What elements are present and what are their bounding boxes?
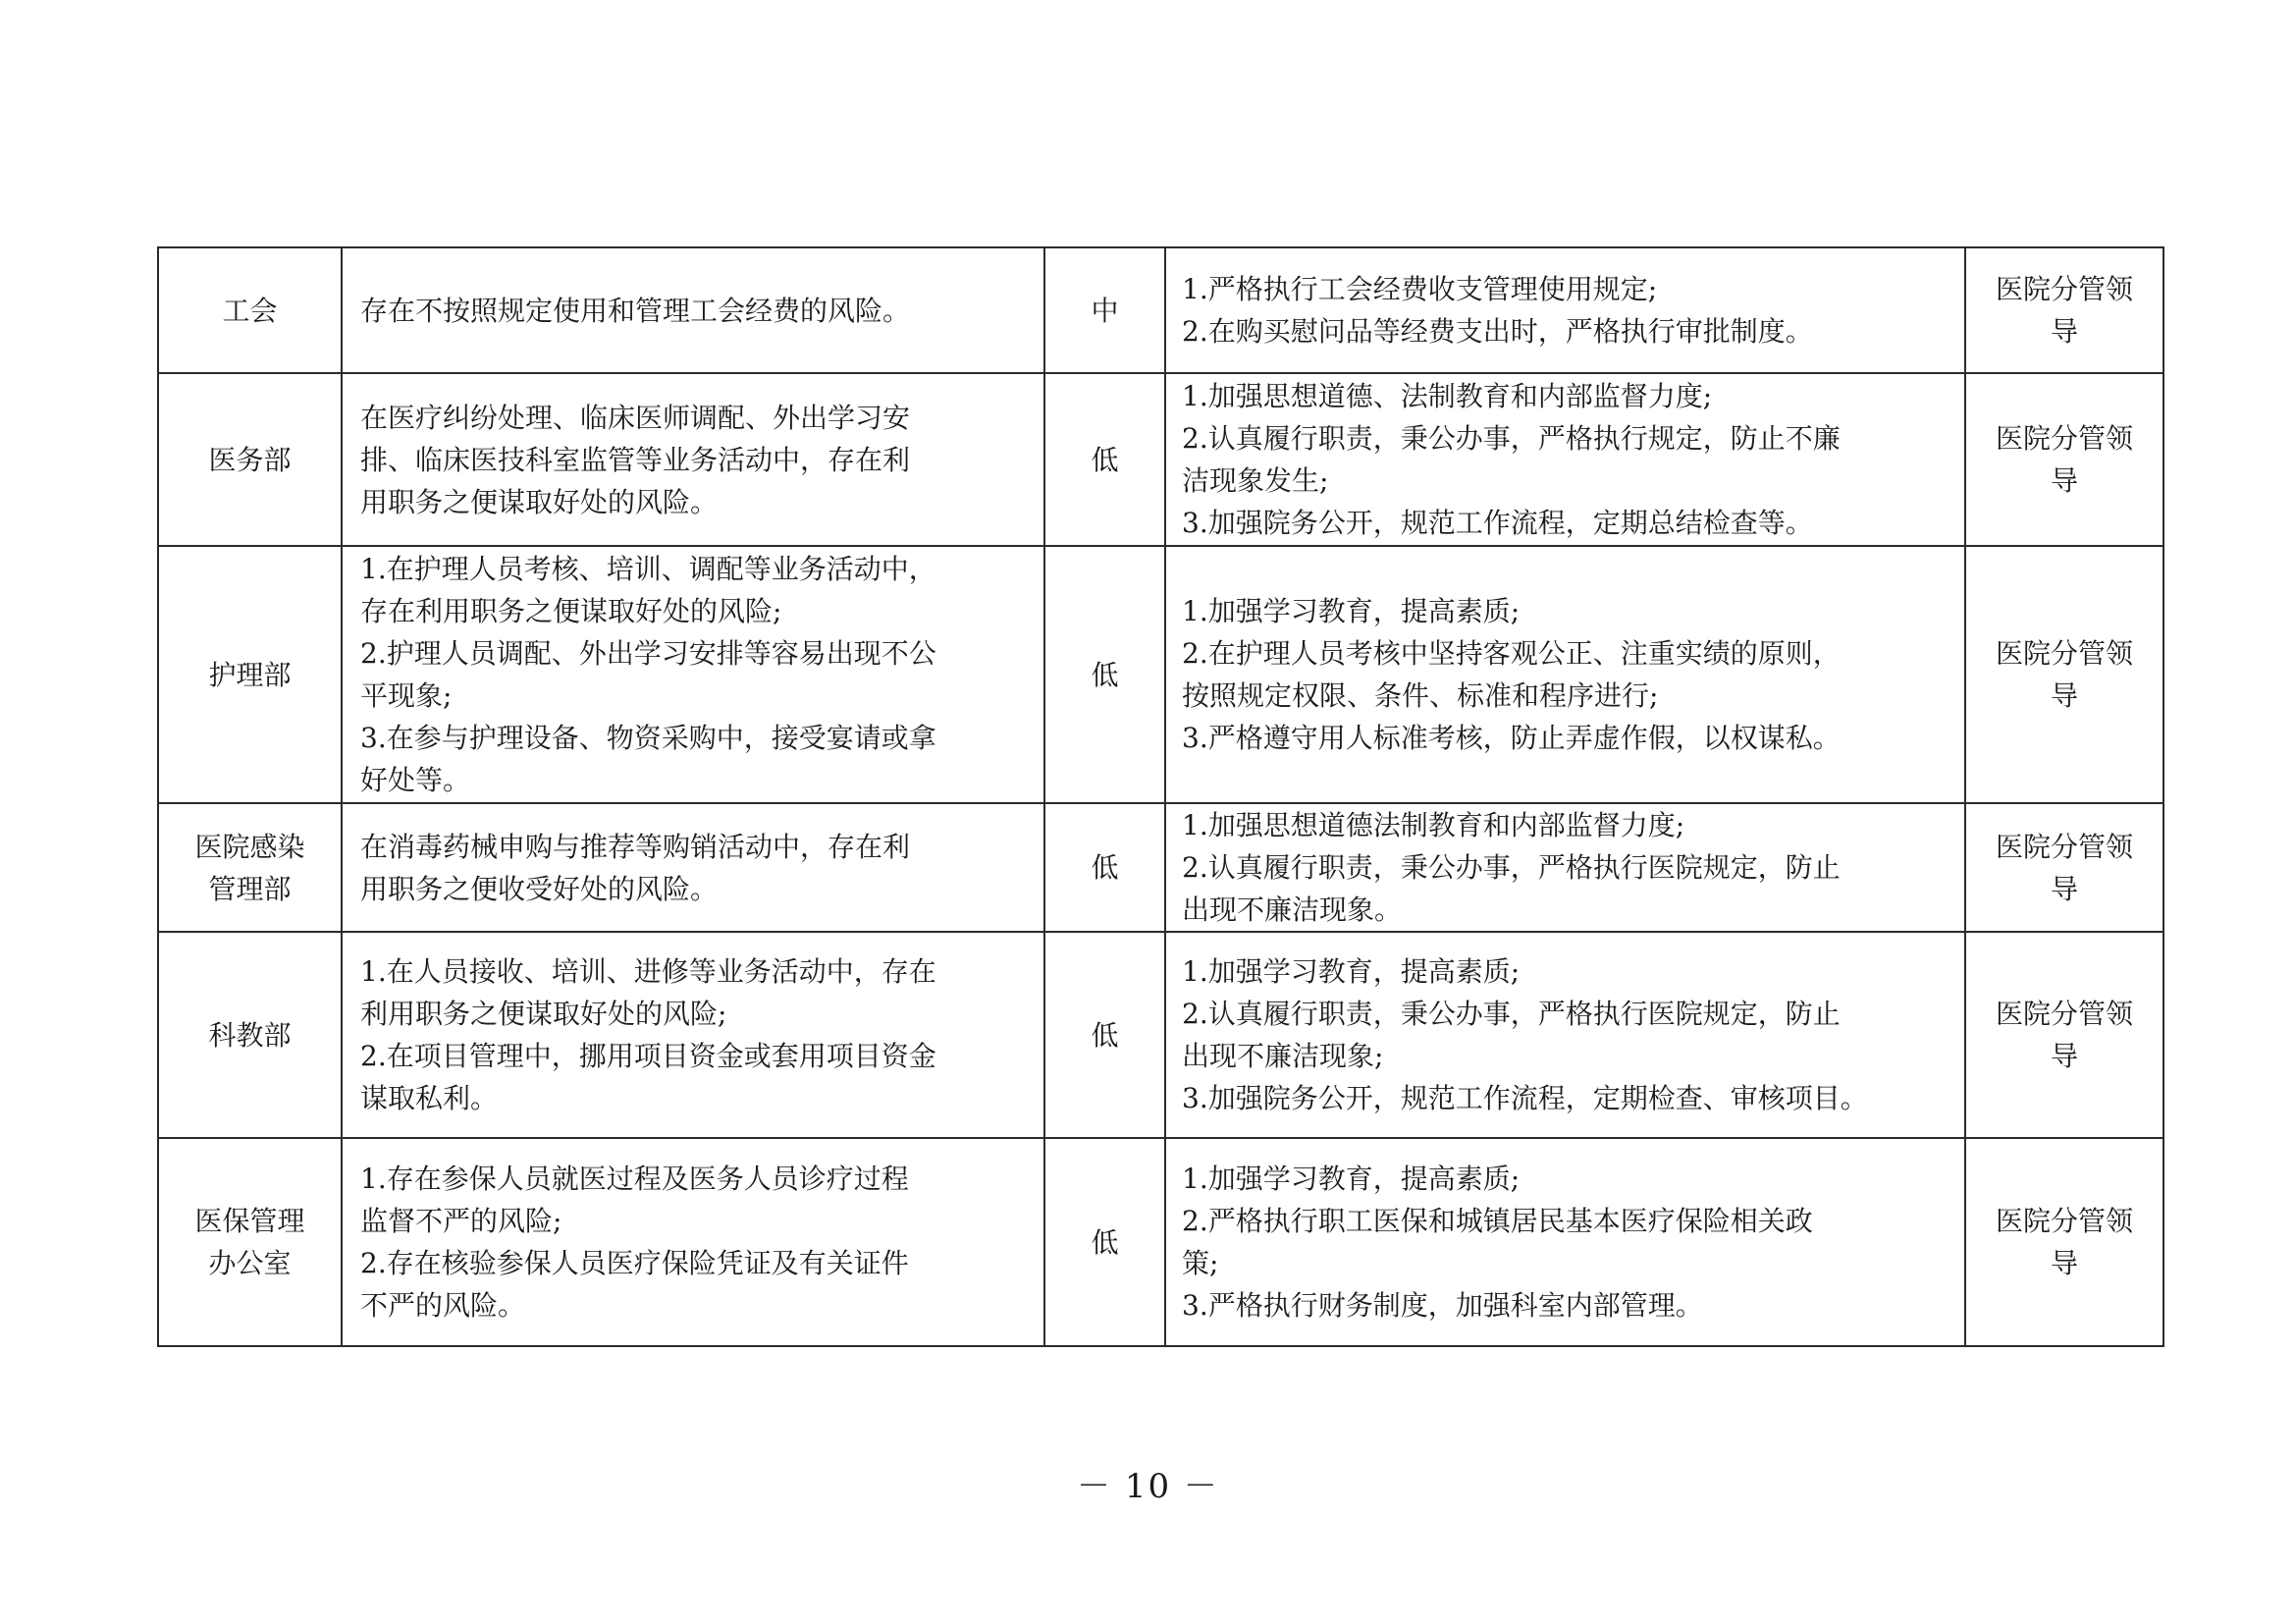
department-name: 护理部 [208, 658, 292, 691]
measure-text-line: 2.认真履行职责，秉公办事，严格执行医院规定，防止 [1182, 998, 1841, 1030]
department-name: 办公室 [208, 1247, 292, 1279]
risk-text-line: 1.存在参保人员就医过程及医务人员诊疗过程 [360, 1163, 909, 1195]
measure-text-line: 1.加强学习教育，提高素质; [1182, 955, 1521, 988]
measure-text-line: 出现不廉洁现象; [1182, 1040, 1384, 1072]
measure-text-line: 按照规定权限、条件、标准和程序进行; [1182, 679, 1659, 712]
responsible-leader-line: 医院分管领 [1995, 1205, 2133, 1237]
prevention-measures-cell [1165, 803, 1965, 932]
table-row [158, 247, 2163, 373]
measure-text-line: 出现不廉洁现象。 [1182, 893, 1403, 926]
risk-text-line: 在消毒药械申购与推荐等购销活动中，存在利 [360, 830, 911, 863]
risk-level-cell [1044, 803, 1165, 932]
department-name: 医保管理 [194, 1205, 305, 1237]
department-cell [158, 247, 342, 373]
risk-level: 低 [1091, 851, 1119, 884]
responsible-leader-line: 导 [2050, 679, 2078, 712]
measure-text-line: 3.严格执行财务制度，加强科室内部管理。 [1182, 1289, 1703, 1322]
responsible-leader-line: 导 [2050, 1040, 2078, 1072]
measure-text-line: 2.认真履行职责，秉公办事，严格执行医院规定，防止 [1182, 851, 1841, 884]
risk-text-line: 监督不严的风险; [360, 1205, 562, 1237]
risk-text-line: 2.在项目管理中，挪用项目资金或套用项目资金 [360, 1040, 936, 1072]
prevention-measures-cell [1165, 1138, 1965, 1346]
prevention-measures-cell [1165, 546, 1965, 803]
risk-text-line: 1.在护理人员考核、培训、调配等业务活动中， [360, 553, 936, 585]
risk-level: 低 [1091, 1225, 1119, 1259]
measure-text-line: 3.严格遵守用人标准考核，防止弄虚作假，以权谋私。 [1182, 722, 1841, 754]
responsible-leader-line: 医院分管领 [1995, 637, 2133, 670]
measure-text-line: 2.在护理人员考核中坚持客观公正、注重实绩的原则， [1182, 637, 1841, 670]
measure-text-line: 1.加强学习教育，提高素质; [1182, 595, 1521, 627]
measure-text-line: 1.加强学习教育，提高素质; [1182, 1163, 1521, 1195]
table-row [158, 546, 2163, 803]
measure-text-line: 1.严格执行工会经费收支管理使用规定; [1182, 273, 1658, 305]
table-row [158, 373, 2163, 546]
responsible-leader-line: 医院分管领 [1995, 830, 2133, 863]
risk-text-line: 存在利用职务之便谋取好处的风险; [360, 595, 782, 627]
risk-level-cell [1044, 1138, 1165, 1346]
department-name: 医院感染 [194, 830, 305, 863]
responsible-leader-cell [1965, 803, 2163, 932]
department-cell [158, 373, 342, 546]
department-name: 管理部 [208, 872, 292, 905]
risk-text-line: 2.存在核验参保人员医疗保险凭证及有关证件 [360, 1247, 909, 1279]
measure-text-line: 1.加强思想道德法制教育和内部监督力度; [1182, 809, 1685, 841]
department-name: 工会 [222, 294, 278, 327]
measure-text-line: 2.在购买慰问品等经费支出时，严格执行审批制度。 [1182, 315, 1813, 348]
risk-text-line: 存在不按照规定使用和管理工会经费的风险。 [360, 294, 911, 327]
risk-text-line: 在医疗纠纷处理、临床医师调配、外出学习安 [360, 401, 911, 434]
risk-text-line: 3.在参与护理设备、物资采购中，接受宴请或拿 [360, 722, 936, 754]
risk-text-line: 平现象; [360, 679, 453, 712]
risk-description-cell [342, 803, 1044, 932]
department-cell [158, 932, 342, 1138]
table-row [158, 803, 2163, 932]
responsible-leader-cell [1965, 1138, 2163, 1346]
risk-text-line: 用职务之便收受好处的风险。 [360, 872, 719, 905]
risk-table [157, 246, 2164, 1347]
risk-level-cell [1044, 546, 1165, 803]
measure-text-line: 策; [1182, 1247, 1219, 1279]
department-name: 医务部 [208, 443, 292, 476]
department-cell [158, 1138, 342, 1346]
measure-text-line: 3.加强院务公开，规范工作流程，定期总结检查等。 [1182, 507, 1813, 539]
department-cell [158, 803, 342, 932]
measure-text-line: 3.加强院务公开，规范工作流程，定期检查、审核项目。 [1182, 1082, 1868, 1114]
risk-level-cell [1044, 932, 1165, 1138]
responsible-leader-cell [1965, 373, 2163, 546]
risk-description-cell [342, 546, 1044, 803]
measure-text-line: 2.认真履行职责，秉公办事，严格执行规定，防止不廉 [1182, 422, 1841, 455]
table-row [158, 1138, 2163, 1346]
risk-description-cell [342, 932, 1044, 1138]
risk-text-line: 用职务之便谋取好处的风险。 [360, 485, 719, 518]
risk-description-cell [342, 373, 1044, 546]
page-number: － 10 － [1077, 1467, 1219, 1506]
responsible-leader-line: 医院分管领 [1995, 998, 2133, 1030]
risk-text-line: 排、临床医技科室监管等业务活动中，存在利 [360, 443, 911, 476]
measure-text-line: 洁现象发生; [1182, 464, 1329, 497]
responsible-leader-cell [1965, 932, 2163, 1138]
risk-text-line: 2.护理人员调配、外出学习安排等容易出现不公 [360, 637, 936, 670]
risk-level: 中 [1091, 294, 1119, 327]
table-row [158, 932, 2163, 1138]
risk-text-line: 1.在人员接收、培训、进修等业务活动中，存在 [360, 955, 936, 988]
responsible-leader-line: 导 [2050, 872, 2078, 905]
risk-level: 低 [1091, 1018, 1119, 1052]
risk-text-line: 谋取私利。 [360, 1082, 499, 1114]
risk-text-line: 好处等。 [360, 764, 471, 796]
risk-level: 低 [1091, 658, 1119, 691]
responsible-leader-line: 导 [2050, 464, 2078, 497]
measure-text-line: 2.严格执行职工医保和城镇居民基本医疗保险相关政 [1182, 1205, 1813, 1237]
responsible-leader-line: 医院分管领 [1995, 422, 2133, 455]
risk-text-line: 利用职务之便谋取好处的风险; [360, 998, 727, 1030]
department-cell [158, 546, 342, 803]
department-name: 科教部 [208, 1018, 292, 1052]
prevention-measures-cell [1165, 247, 1965, 373]
measure-text-line: 1.加强思想道德、法制教育和内部监督力度; [1182, 380, 1713, 412]
responsible-leader-cell [1965, 546, 2163, 803]
responsible-leader-cell [1965, 247, 2163, 373]
risk-description-cell [342, 1138, 1044, 1346]
risk-text-line: 不严的风险。 [360, 1289, 526, 1322]
risk-level-cell [1044, 247, 1165, 373]
responsible-leader-line: 导 [2050, 1247, 2078, 1279]
risk-description-cell [342, 247, 1044, 373]
risk-level-cell [1044, 373, 1165, 546]
prevention-measures-cell [1165, 932, 1965, 1138]
responsible-leader-line: 导 [2050, 315, 2078, 348]
prevention-measures-cell [1165, 373, 1965, 546]
responsible-leader-line: 医院分管领 [1995, 273, 2133, 305]
risk-level: 低 [1091, 443, 1119, 476]
